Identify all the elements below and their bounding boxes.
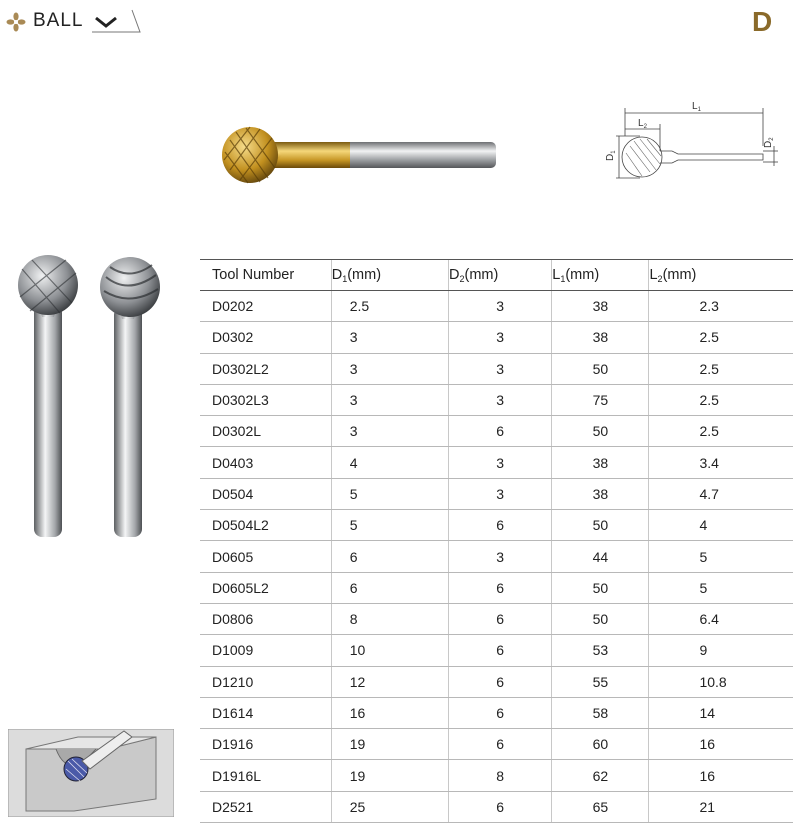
- l1-cell: 53: [552, 635, 649, 666]
- table-row: [200, 478, 793, 509]
- col-header-d1: $D_1(mm)$: [331, 260, 448, 291]
- l1-cell: 50: [552, 353, 649, 384]
- d2-cell: 3: [449, 384, 552, 415]
- l2-cell: 9: [649, 635, 793, 666]
- l2-cell: 5: [649, 572, 793, 603]
- l1-cell: 38: [552, 322, 649, 353]
- d2-cell: 6: [449, 635, 552, 666]
- d2-cell: 6: [449, 729, 552, 760]
- table-row: [200, 572, 793, 603]
- d1-cell: 19: [331, 729, 448, 760]
- d2-cell: 3: [449, 353, 552, 384]
- l2-cell: 4: [649, 510, 793, 541]
- d2-cell: 6: [449, 697, 552, 728]
- l2-cell: 2.3: [649, 291, 793, 322]
- d1-cell: 4: [331, 447, 448, 478]
- l1-cell: 50: [552, 572, 649, 603]
- d1-cell: 10: [331, 635, 448, 666]
- tool-number-cell: D0806: [200, 603, 331, 634]
- d2-cell: 3: [449, 322, 552, 353]
- table-row: [200, 353, 793, 384]
- page-header: [0, 0, 800, 44]
- l1-cell: 62: [552, 760, 649, 791]
- l1-cell: 50: [552, 510, 649, 541]
- l2-cell: 2.5: [649, 353, 793, 384]
- d1-cell: 5: [331, 478, 448, 509]
- d2-cell: 6: [449, 791, 552, 822]
- d1-cell: 3: [331, 353, 448, 384]
- table-body: [200, 291, 793, 823]
- d1-cell: 6: [331, 572, 448, 603]
- d1-cell: 3: [331, 384, 448, 415]
- tool-number-cell: D1009: [200, 635, 331, 666]
- d1-cell: 3: [331, 416, 448, 447]
- l1-cell: 60: [552, 729, 649, 760]
- table-row: [200, 447, 793, 478]
- tool-number-cell: D1614: [200, 697, 331, 728]
- tool-number-cell: D0302L3: [200, 384, 331, 415]
- application-illustration: [8, 729, 174, 817]
- gold-ball-burr-image: [220, 120, 500, 190]
- l2-cell: 3.4: [649, 447, 793, 478]
- dimension-drawing: [600, 96, 785, 186]
- table-row: [200, 697, 793, 728]
- tool-number-cell: D2521: [200, 791, 331, 822]
- tool-number-cell: D0504L2: [200, 510, 331, 541]
- l1-cell: 58: [552, 697, 649, 728]
- l2-cell: 21: [649, 791, 793, 822]
- spec-table: [200, 259, 793, 823]
- d1-cell: 25: [331, 791, 448, 822]
- tool-number-cell: D0605: [200, 541, 331, 572]
- table-row: [200, 603, 793, 634]
- table-header-row: [200, 260, 793, 291]
- l1-cell: 38: [552, 291, 649, 322]
- col-header-tool-number: Tool Number: [200, 260, 331, 291]
- table-row: [200, 510, 793, 541]
- d1-cell: 2.5: [331, 291, 448, 322]
- l1-label: $L_1$: [692, 101, 701, 113]
- l1-cell: 55: [552, 666, 649, 697]
- table-row: [200, 760, 793, 791]
- d2-cell: 3: [449, 291, 552, 322]
- l2-cell: 16: [649, 729, 793, 760]
- d2-cell: 6: [449, 572, 552, 603]
- tool-number-cell: D1916: [200, 729, 331, 760]
- table-row: [200, 416, 793, 447]
- d2-cell: 3: [449, 541, 552, 572]
- d1-cell: 8: [331, 603, 448, 634]
- l2-cell: 14: [649, 697, 793, 728]
- table-row: [200, 322, 793, 353]
- l2-cell: 16: [649, 760, 793, 791]
- d1-cell: 19: [331, 760, 448, 791]
- l2-cell: 6.4: [649, 603, 793, 634]
- d1-cell: 16: [331, 697, 448, 728]
- tool-number-cell: D0605L2: [200, 572, 331, 603]
- silver-ball-burrs-image: [10, 255, 170, 540]
- l2-label: $L_2$: [638, 118, 647, 130]
- tool-number-cell: D0302: [200, 322, 331, 353]
- d2-cell: 6: [449, 603, 552, 634]
- table-row: [200, 666, 793, 697]
- l1-cell: 38: [552, 447, 649, 478]
- l2-cell: 2.5: [649, 416, 793, 447]
- d2-cell: 3: [449, 478, 552, 509]
- l2-cell: 5: [649, 541, 793, 572]
- tool-number-cell: D0202: [200, 291, 331, 322]
- title-tab-icon: [92, 6, 142, 36]
- tool-number-cell: D0302L: [200, 416, 331, 447]
- section-title: BALL: [33, 10, 84, 31]
- l1-cell: 65: [552, 791, 649, 822]
- l1-cell: 38: [552, 478, 649, 509]
- l2-cell: 10.8: [649, 666, 793, 697]
- section-letter: D: [752, 6, 773, 37]
- d1-cell: 5: [331, 510, 448, 541]
- table-row: [200, 541, 793, 572]
- tool-number-cell: D0302L2: [200, 353, 331, 384]
- d1-cell: 6: [331, 541, 448, 572]
- d1-label: $D_1$: [605, 150, 617, 161]
- burr-left: [18, 255, 78, 537]
- l1-cell: 50: [552, 416, 649, 447]
- d2-cell: 6: [449, 416, 552, 447]
- d2-cell: 3: [449, 447, 552, 478]
- burr-right: [100, 257, 160, 537]
- d2-cell: 8: [449, 760, 552, 791]
- col-header-l2: $L_2(mm)$: [649, 260, 793, 291]
- table-row: [200, 384, 793, 415]
- l1-cell: 75: [552, 384, 649, 415]
- table-row: [200, 635, 793, 666]
- col-header-d2: $D_2(mm)$: [449, 260, 552, 291]
- l1-cell: 50: [552, 603, 649, 634]
- tool-number-cell: D1916L: [200, 760, 331, 791]
- flower-icon: [6, 12, 26, 32]
- d2-cell: 6: [449, 510, 552, 541]
- d2-label: $D_2$: [763, 137, 775, 148]
- table-row: [200, 729, 793, 760]
- table-row: [200, 291, 793, 322]
- tool-number-cell: D0403: [200, 447, 331, 478]
- tool-number-cell: D0504: [200, 478, 331, 509]
- tool-number-cell: D1210: [200, 666, 331, 697]
- col-header-l1: $L_1(mm)$: [552, 260, 649, 291]
- l2-cell: 2.5: [649, 384, 793, 415]
- d2-cell: 6: [449, 666, 552, 697]
- l2-cell: 4.7: [649, 478, 793, 509]
- l1-cell: 44: [552, 541, 649, 572]
- l2-cell: 2.5: [649, 322, 793, 353]
- d1-cell: 3: [331, 322, 448, 353]
- d1-cell: 12: [331, 666, 448, 697]
- table-row: [200, 791, 793, 822]
